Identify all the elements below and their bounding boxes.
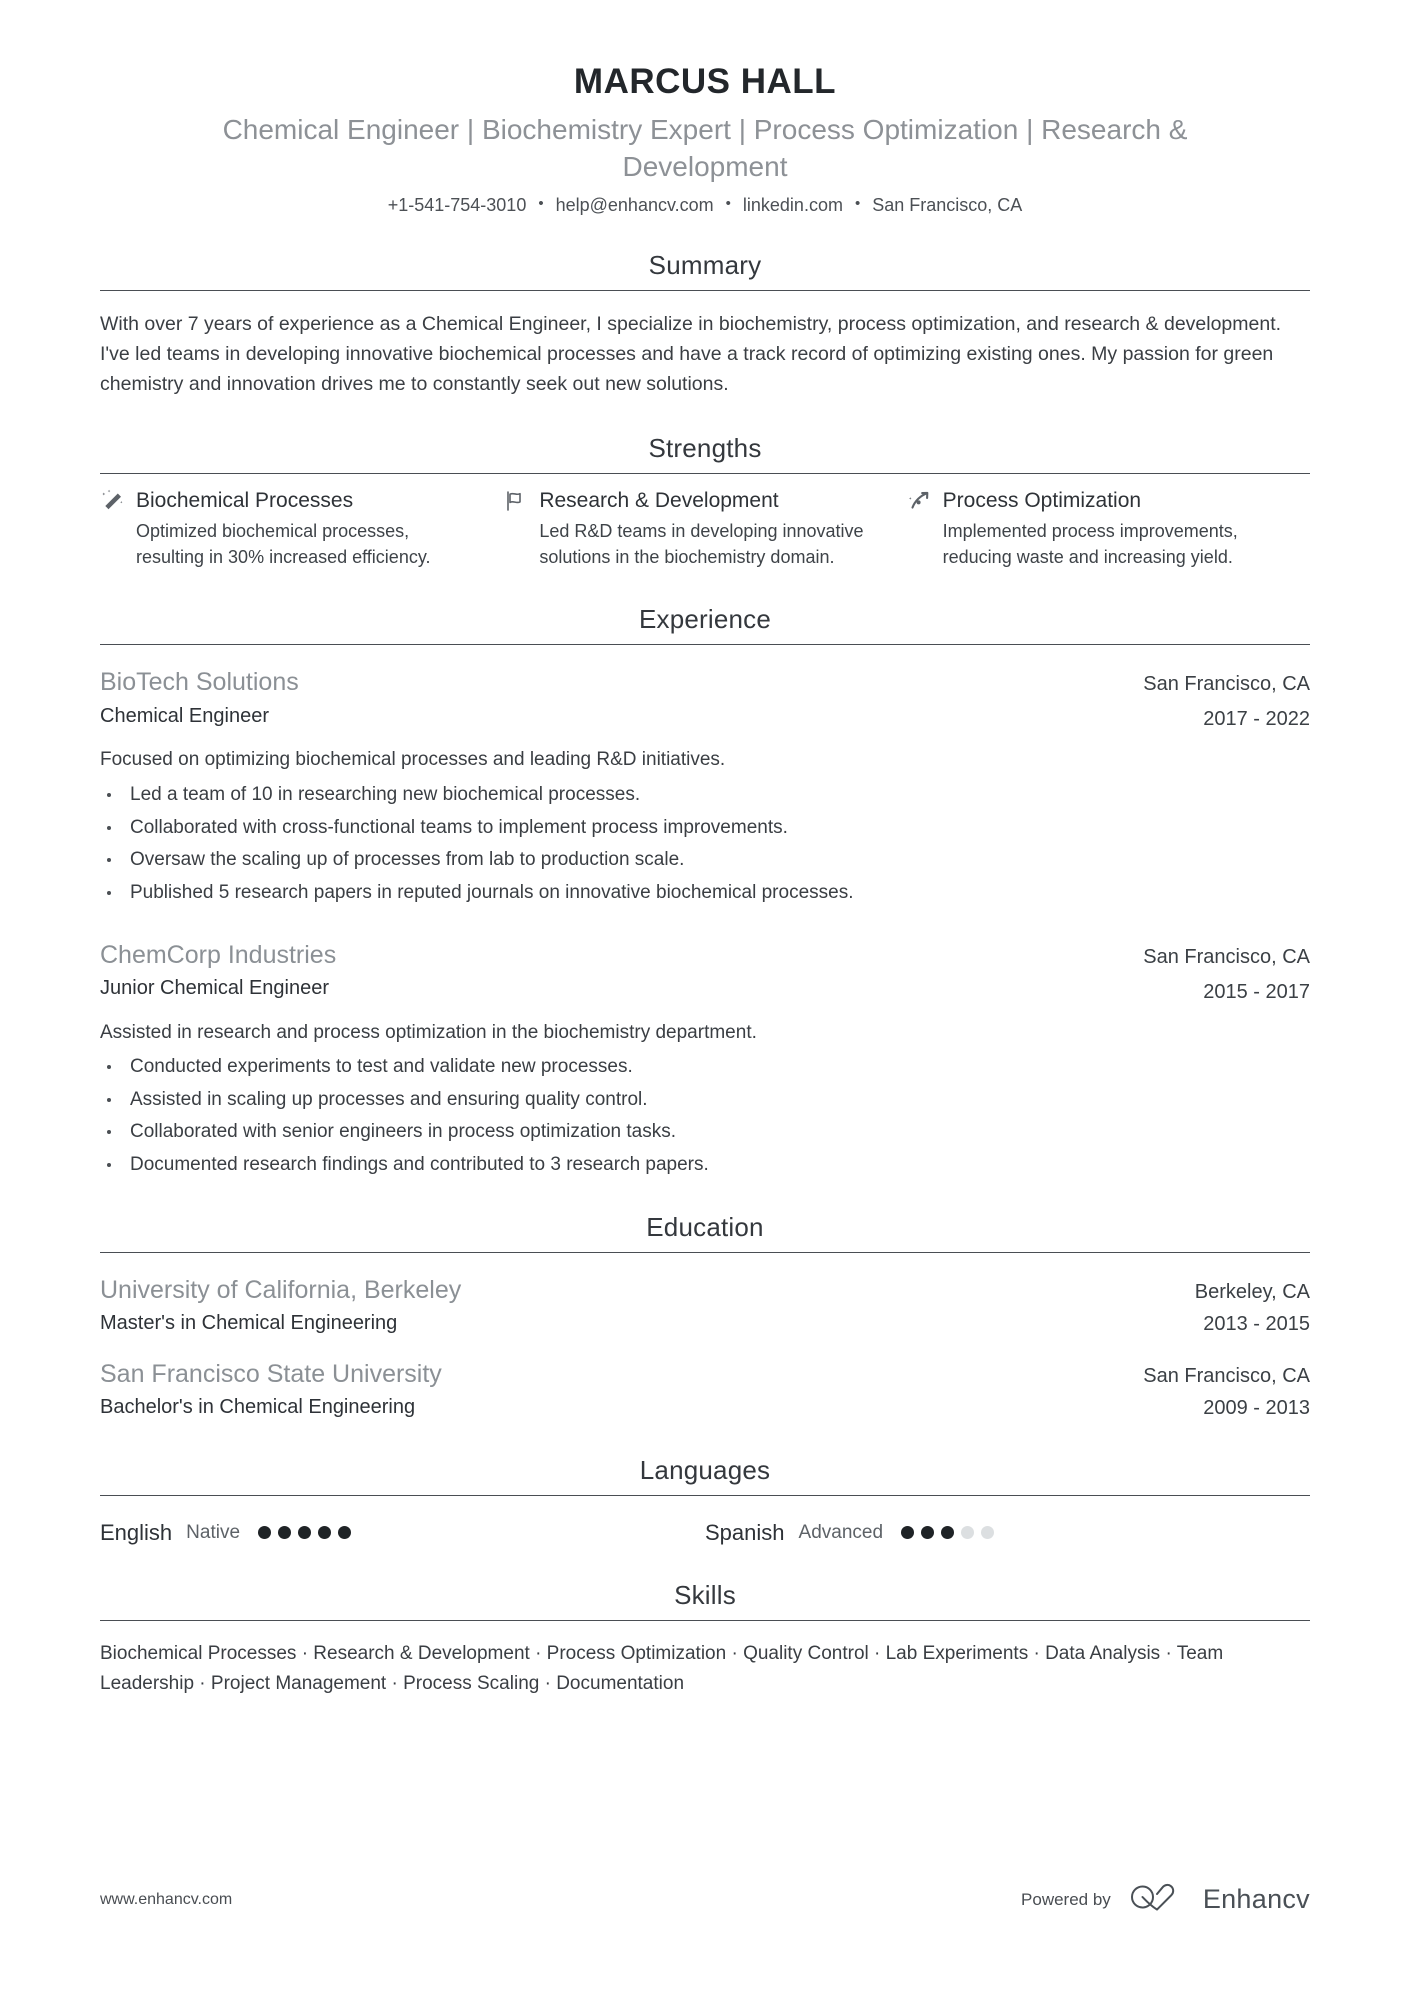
language-name: English <box>100 1519 173 1545</box>
rating-dot-empty <box>981 1526 994 1539</box>
experience-description: Assisted in research and process optimization in the biochemistry department. <box>100 1021 757 1043</box>
contact-separator: • <box>854 194 861 212</box>
magic-wand-icon <box>100 488 126 514</box>
contact-line <box>100 195 1310 216</box>
strength-title: Biochemical Processes <box>136 489 354 513</box>
section-languages <box>100 1455 1310 1546</box>
page-title: MARCUS HALL <box>573 62 837 101</box>
education-dates: 2009 - 2013 <box>1203 1396 1310 1419</box>
list-item: Assisted in scaling up processes and ensuring quality control. <box>100 1087 1310 1113</box>
section-title-experience: Experience <box>638 604 772 635</box>
flag-icon <box>503 488 529 514</box>
contact-phone: +1-541-754-3010 <box>387 194 527 215</box>
resume-footer <box>100 1882 1310 1917</box>
strength-description: Optimized biochemical processes, resulting in 30% increased efficiency. <box>136 521 431 567</box>
experience-dates: 2017 - 2022 <box>1203 708 1310 731</box>
contact-separator: • <box>725 194 731 212</box>
skills-list: Biochemical Processes · Research & Development · Process Optimization · Quality Control · Lab Experiments · Data Analysis · Team Leadership · Project Management · Process Scaling · Documentation <box>100 1642 1224 1695</box>
footer-url[interactable]: www.enhancv.com <box>100 1890 233 1908</box>
rating-dot-filled <box>298 1526 311 1539</box>
rating-dot-filled <box>278 1526 291 1539</box>
experience-description: Focused on optimizing biochemical processes and leading R&D initiatives. <box>100 749 726 771</box>
education-location: Berkeley, CA <box>1194 1280 1310 1303</box>
strengths-grid <box>100 474 1310 570</box>
rating-dot-filled <box>318 1526 331 1539</box>
experience-dates: 2015 - 2017 <box>1203 980 1310 1003</box>
section-skills <box>100 1580 1310 1700</box>
experience-location: San Francisco, CA <box>1143 673 1310 696</box>
education-degree: Master's in Chemical Engineering <box>100 1311 398 1334</box>
powered-by-label: Powered by <box>1021 1889 1111 1909</box>
headline: Chemical Engineer | Biochemistry Expert | Process Optimization | Research & Development <box>222 114 1188 183</box>
section-summary <box>100 250 1310 400</box>
language-item <box>100 1520 705 1546</box>
language-rating-dots <box>901 1526 994 1539</box>
language-level: Native <box>186 1521 241 1543</box>
list-item: Published 5 research papers in reputed journals on innovative biochemical processes. <box>100 880 1310 906</box>
rating-dot-filled <box>921 1526 934 1539</box>
strength-description: Led R&D teams in developing innovative solutions in the biochemistry domain. <box>539 521 864 567</box>
experience-bullets <box>100 782 1310 906</box>
languages-grid <box>100 1514 1310 1546</box>
strength-title: Process Optimization <box>942 489 1142 513</box>
contact-location: San Francisco, CA <box>872 194 1023 215</box>
experience-entry <box>100 940 1310 1178</box>
rating-dot-filled <box>941 1526 954 1539</box>
rating-dot-filled <box>258 1526 271 1539</box>
list-item: Conducted experiments to test and validate new processes. <box>100 1054 1310 1080</box>
enhancv-mark-icon <box>1129 1882 1191 1917</box>
language-name: Spanish <box>705 1519 785 1545</box>
section-strengths <box>100 433 1310 570</box>
trending-arrow-icon <box>907 488 933 514</box>
language-item <box>705 1520 1310 1546</box>
enhancv-logo <box>1129 1882 1310 1917</box>
rating-dot-empty <box>961 1526 974 1539</box>
rating-dot-filled <box>901 1526 914 1539</box>
list-item: Collaborated with cross-functional teams to implement process improvements. <box>100 815 1310 841</box>
experience-bullets <box>100 1054 1310 1178</box>
experience-entry <box>100 667 1310 905</box>
education-school: San Francisco State University <box>100 1359 442 1388</box>
list-item: Oversaw the scaling up of processes from lab to production scale. <box>100 847 1310 873</box>
section-education <box>100 1212 1310 1421</box>
education-school: University of California, Berkeley <box>100 1275 462 1304</box>
section-title-skills: Skills <box>674 1579 736 1610</box>
education-entry <box>100 1359 1310 1421</box>
language-rating-dots <box>258 1526 351 1539</box>
rating-dot-filled <box>338 1526 351 1539</box>
education-dates: 2013 - 2015 <box>1203 1312 1310 1335</box>
section-title-summary: Summary <box>648 249 762 280</box>
summary-text: With over 7 years of experience as a Chemical Engineer, I specialize in biochemistry, process optimization, and research & development. I've led teams in developing innovative biochemical processes and have a track record of optimizing existing ones. My passion for green chemistry and innovation drives me to constantly seek out new solutions. <box>100 312 1282 396</box>
contact-separator: • <box>538 194 544 212</box>
section-title-strengths: Strengths <box>648 433 762 464</box>
section-experience <box>100 604 1310 1177</box>
list-item: Collaborated with senior engineers in process optimization tasks. <box>100 1119 1310 1145</box>
strength-item <box>907 488 1310 570</box>
strength-item <box>100 488 503 570</box>
experience-company: ChemCorp Industries <box>100 940 337 969</box>
education-degree: Bachelor's in Chemical Engineering <box>100 1395 416 1418</box>
education-location: San Francisco, CA <box>1143 1364 1310 1387</box>
list-item: Led a team of 10 in researching new biochemical processes. <box>100 782 1310 808</box>
resume-header <box>100 0 1310 216</box>
contact-website[interactable]: linkedin.com <box>742 194 843 215</box>
language-level: Advanced <box>798 1521 884 1543</box>
list-item: Documented research findings and contributed to 3 research papers. <box>100 1152 1310 1178</box>
strength-item <box>503 488 906 570</box>
enhancv-wordmark: Enhancv <box>1202 1884 1310 1914</box>
section-title-education: Education <box>646 1211 764 1242</box>
experience-role: Junior Chemical Engineer <box>100 976 330 999</box>
education-entry <box>100 1275 1310 1337</box>
strength-title: Research & Development <box>539 489 779 513</box>
experience-company: BioTech Solutions <box>100 668 299 697</box>
section-title-languages: Languages <box>639 1454 771 1485</box>
contact-email[interactable]: help@enhancv.com <box>555 194 714 215</box>
strength-description: Implemented process improvements, reducing waste and increasing yield. <box>942 521 1238 567</box>
experience-role: Chemical Engineer <box>100 704 269 727</box>
experience-location: San Francisco, CA <box>1143 945 1310 968</box>
